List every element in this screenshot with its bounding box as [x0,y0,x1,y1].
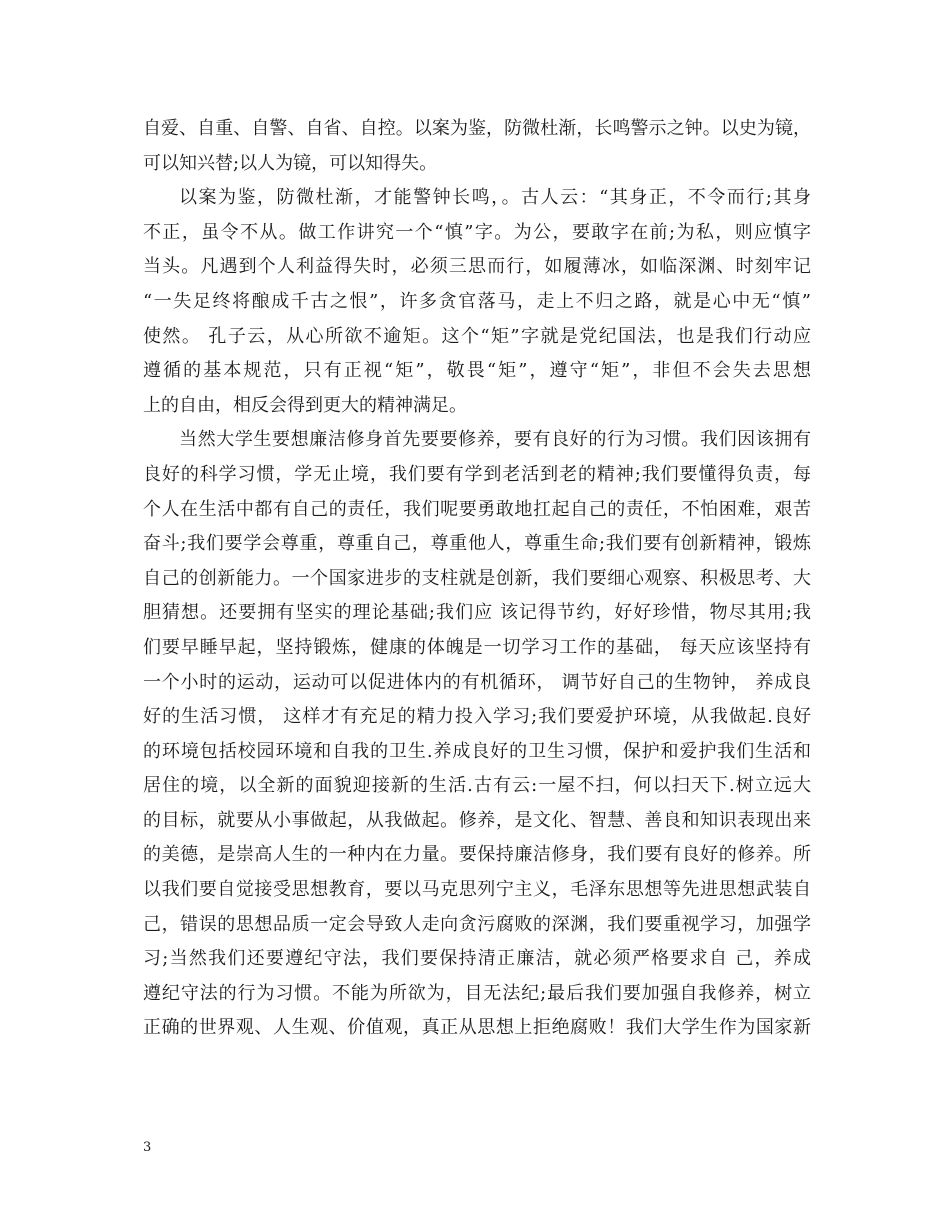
text-line: 遵循的基本规范，只有正视“矩”，敬畏“矩”，遵守“矩”，非但不会失去思想 [143,360,811,382]
text-line: 的美德，是崇高人生的一种内在力量。要保持廉洁修身，我们要有良好的修养。所 [143,844,811,866]
text-line: 当然大学生要想廉洁修身首先要要修养，要有良好的行为习惯。我们因该拥有 [179,429,811,451]
text-line: 己，错误的思想品质一定会导致人走向贪污腐败的深渊，我们要重视学习，加强学 [143,913,811,935]
text-line: 个人在生活中都有自己的责任，我们呢要勇敢地扛起自己的责任，不怕困难，艰苦 [143,498,811,520]
text-line: 可以知兴替;以人为镜，可以知得失。 [143,152,438,174]
text-line: 胆猜想。还要拥有坚实的理论基础;我们应 该记得节约，好好珍惜，物尽其用;我 [143,602,811,624]
text-line: 奋斗;我们要学会尊重，尊重自己，尊重他人，尊重生命;我们要有创新精神，锻炼 [143,533,811,555]
text-line: 良好的科学习惯，学无止境，我们要有学到老活到老的精神;我们要懂得负责，每 [143,463,811,485]
text-line: 遵纪守法的行为习惯。不能为所欲为，目无法纪;最后我们要加强自我修养，树立 [143,982,811,1004]
text-line: 好的生活习惯， 这样才有充足的精力投入学习;我们要爱护环境，从我做起.良好 [143,706,811,728]
text-line: “一失足终将酿成千古之恨”，许多贪官落马，走上不归之路，就是心中无“慎” [143,290,811,312]
text-line: 习;当然我们还要遵纪守法，我们要保持清正廉洁，就必须严格要求自 己，养成 [143,948,811,970]
text-line: 使然。 孔子云，从心所欲不逾矩。这个“矩”字就是党纪国法，也是我们行动应 [143,325,811,347]
text-line: 自爱、自重、自警、自省、自控。以案为鉴，防微杜渐，长鸣警示之钟。以史为镜， [143,118,811,139]
text-line: 以案为鉴，防微杜渐，才能警钟长鸣，。古人云：“其身正，不令而行;其身 [179,187,811,209]
text-line: 的目标，就要从小事做起，从我做起。修养，是文化、智慧、善良和知识表现出来 [143,809,811,831]
text-line: 的环境包括校园环境和自我的卫生.养成良好的卫生习惯，保护和爱护我们生活和 [143,740,811,762]
text-line: 们要早睡早起，坚持锻炼，健康的体魄是一切学习工作的基础， 每天应该坚持有 [143,636,811,658]
text-line: 以我们要自觉接受思想教育，要以马克思列宁主义，毛泽东思想等先进思想武装自 [143,879,811,901]
page-number: 3 [143,1140,152,1155]
text-line: 自己的创新能力。一个国家进步的支柱就是创新，我们要细心观察、积极思考、大 [143,567,811,589]
text-line: 一个小时的运动，运动可以促进体内的有机循环， 调节好自己的生物钟， 养成良 [143,671,811,693]
body-text [143,112,811,1046]
text-line: 当头。凡遇到个人利益得失时，必须三思而行，如履薄冰，如临深渊、时刻牢记 [143,256,811,278]
text-line: 不正，虽令不从。做工作讲究一个“慎”字。为公，要敢字在前;为私，则应慎字 [143,221,811,243]
text-line: 正确的世界观、人生观、价值观，真正从思想上拒绝腐败！我们大学生作为国家新 [143,1017,811,1039]
text-line: 上的自由，相反会得到更大的精神满足。 [143,394,467,416]
text-line: 居住的境，以全新的面貌迎接新的生活.古有云:一屋不扫，何以扫天下.树立远大 [143,775,811,797]
